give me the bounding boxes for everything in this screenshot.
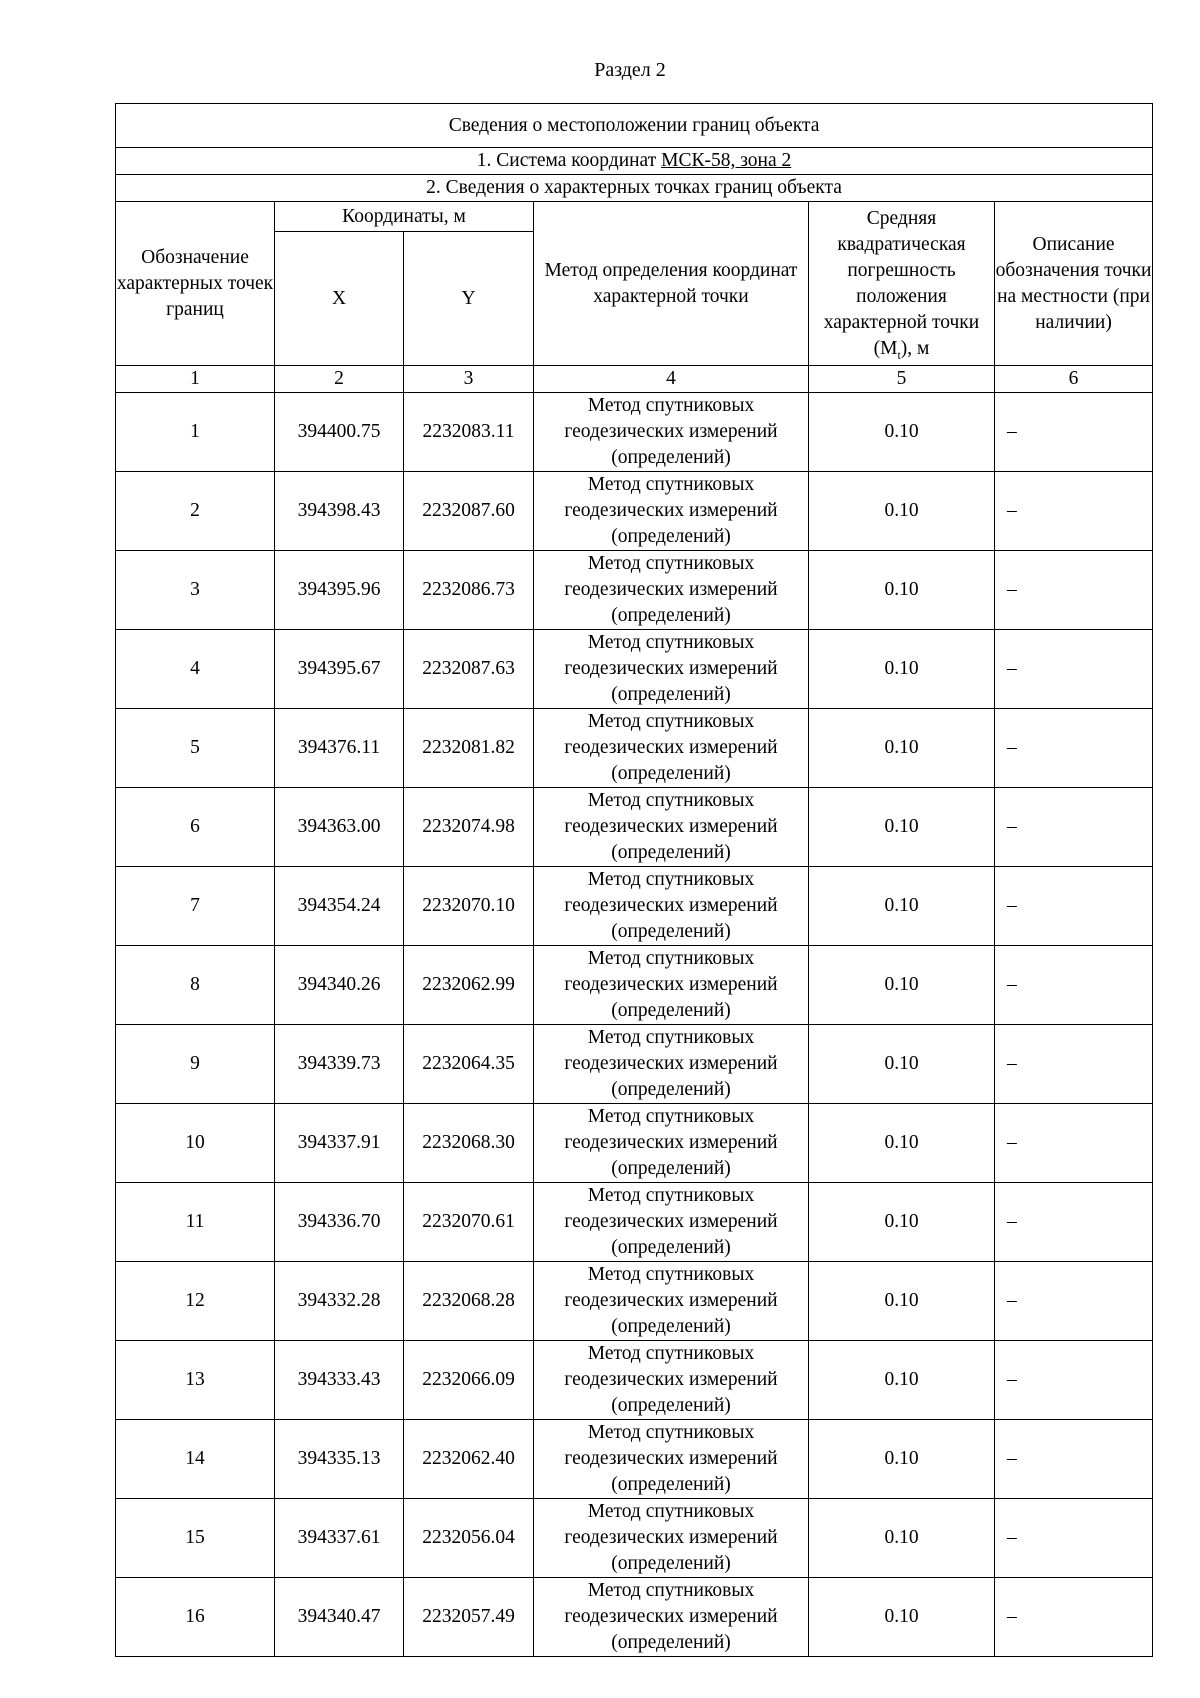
- error-value: 0.10: [809, 946, 995, 1025]
- method-line: (определений): [611, 605, 731, 626]
- method-line: (определений): [611, 1632, 731, 1653]
- method-cell: [534, 1183, 809, 1262]
- method-line: геодезических измерений: [564, 1369, 778, 1390]
- method-line: геодезических измерений: [564, 1606, 778, 1627]
- method-line: геодезических измерений: [564, 579, 778, 600]
- point-number: 7: [116, 867, 275, 946]
- point-number: 5: [116, 709, 275, 788]
- description-value: –: [995, 1262, 1153, 1341]
- column-number: 2: [275, 366, 404, 393]
- method-cell: [534, 1262, 809, 1341]
- method-line: (определений): [611, 763, 731, 784]
- method-line: геодезических измерений: [564, 737, 778, 758]
- point-number: 9: [116, 1025, 275, 1104]
- method-line: Метод спутниковых: [587, 553, 755, 574]
- header-error: [809, 202, 995, 366]
- method-line: геодезических измерений: [564, 1211, 778, 1232]
- method-line: (определений): [611, 1237, 731, 1258]
- method-line: Метод спутниковых: [587, 1580, 755, 1601]
- description-value: –: [995, 1578, 1153, 1657]
- error-value: 0.10: [809, 1262, 995, 1341]
- coordinate-y: 2232083.11: [404, 393, 534, 472]
- error-value: 0.10: [809, 1578, 995, 1657]
- coordinate-x: 394376.11: [275, 709, 404, 788]
- method-cell: [534, 709, 809, 788]
- table-row: [116, 393, 1153, 472]
- coordinate-x: 394340.47: [275, 1578, 404, 1657]
- header-method: Метод определения координат характерной точки: [534, 202, 809, 366]
- method-line: геодезических измерений: [564, 1448, 778, 1469]
- table-row: [116, 630, 1153, 709]
- coordinate-y: 2232086.73: [404, 551, 534, 630]
- method-line: (определений): [611, 1158, 731, 1179]
- coordinate-x: 394337.91: [275, 1104, 404, 1183]
- method-line: (определений): [611, 1000, 731, 1021]
- column-number: 6: [995, 366, 1153, 393]
- error-value: 0.10: [809, 709, 995, 788]
- point-number: 11: [116, 1183, 275, 1262]
- point-number: 6: [116, 788, 275, 867]
- method-cell: [534, 551, 809, 630]
- method-line: Метод спутниковых: [587, 632, 755, 653]
- description-value: –: [995, 551, 1153, 630]
- point-number: 1: [116, 393, 275, 472]
- method-line: геодезических измерений: [564, 974, 778, 995]
- table-row: [116, 551, 1153, 630]
- header-error-unit: ), м: [900, 337, 930, 359]
- point-number: 13: [116, 1341, 275, 1420]
- description-value: –: [995, 1104, 1153, 1183]
- table-row: [116, 1341, 1153, 1420]
- coordinate-y: 2232062.99: [404, 946, 534, 1025]
- coordinate-y: 2232070.10: [404, 867, 534, 946]
- method-line: (определений): [611, 842, 731, 863]
- method-line: геодезических измерений: [564, 1290, 778, 1311]
- coordinate-x: 394340.26: [275, 946, 404, 1025]
- method-line: (определений): [611, 1474, 731, 1495]
- column-numbers-row: [116, 366, 1153, 393]
- header-coordinates: Координаты, м: [275, 202, 534, 232]
- coordinate-y: 2232081.82: [404, 709, 534, 788]
- method-cell: [534, 1420, 809, 1499]
- method-line: геодезических измерений: [564, 500, 778, 521]
- column-number: 1: [116, 366, 275, 393]
- coordinate-x: 394335.13: [275, 1420, 404, 1499]
- description-value: –: [995, 1341, 1153, 1420]
- header-designation: Обозначение характерных точек границ: [116, 202, 275, 366]
- method-line: (определений): [611, 684, 731, 705]
- error-value: 0.10: [809, 1025, 995, 1104]
- method-cell: [534, 1341, 809, 1420]
- error-value: 0.10: [809, 867, 995, 946]
- table-row: [116, 788, 1153, 867]
- description-value: –: [995, 788, 1153, 867]
- description-value: –: [995, 1420, 1153, 1499]
- method-line: Метод спутниковых: [587, 1501, 755, 1522]
- method-line: геодезических измерений: [564, 816, 778, 837]
- method-line: Метод спутниковых: [587, 948, 755, 969]
- header-x: X: [275, 232, 404, 366]
- coordinate-y: 2232087.63: [404, 630, 534, 709]
- description-value: –: [995, 472, 1153, 551]
- method-cell: [534, 472, 809, 551]
- table-row: [116, 1578, 1153, 1657]
- table-row: [116, 472, 1153, 551]
- error-value: 0.10: [809, 1104, 995, 1183]
- method-line: геодезических измерений: [564, 895, 778, 916]
- header-error-subscript: t: [897, 347, 901, 362]
- method-line: (определений): [611, 921, 731, 942]
- coordinate-y: 2232074.98: [404, 788, 534, 867]
- column-number: 5: [809, 366, 995, 393]
- table-row: [116, 867, 1153, 946]
- coordinate-x: 394337.61: [275, 1499, 404, 1578]
- method-cell: [534, 1499, 809, 1578]
- method-line: Метод спутниковых: [587, 395, 755, 416]
- coordinate-x: 394354.24: [275, 867, 404, 946]
- coordinate-system-label: 1. Система координат: [476, 150, 662, 171]
- description-value: –: [995, 393, 1153, 472]
- point-number: 8: [116, 946, 275, 1025]
- coordinate-y: 2232068.28: [404, 1262, 534, 1341]
- coordinate-x: 394336.70: [275, 1183, 404, 1262]
- table-row: [116, 946, 1153, 1025]
- point-number: 4: [116, 630, 275, 709]
- column-number: 3: [404, 366, 534, 393]
- point-number: 15: [116, 1499, 275, 1578]
- method-line: Метод спутниковых: [587, 1343, 755, 1364]
- coordinate-y: 2232057.49: [404, 1578, 534, 1657]
- point-number: 2: [116, 472, 275, 551]
- description-value: –: [995, 1499, 1153, 1578]
- boundary-points-table: [115, 103, 1153, 1657]
- error-value: 0.10: [809, 1183, 995, 1262]
- method-line: (определений): [611, 447, 731, 468]
- error-value: 0.10: [809, 1499, 995, 1578]
- coordinate-y: 2232062.40: [404, 1420, 534, 1499]
- point-number: 16: [116, 1578, 275, 1657]
- table-row: [116, 1420, 1153, 1499]
- method-line: Метод спутниковых: [587, 1264, 755, 1285]
- description-value: –: [995, 630, 1153, 709]
- method-line: Метод спутниковых: [587, 1185, 755, 1206]
- table-row: [116, 1104, 1153, 1183]
- header-error-text: Средняя квадратическая погрешность положения характерной точки (M: [823, 207, 980, 359]
- description-value: –: [995, 709, 1153, 788]
- table-row: [116, 1183, 1153, 1262]
- method-cell: [534, 946, 809, 1025]
- point-number: 12: [116, 1262, 275, 1341]
- method-cell: [534, 1578, 809, 1657]
- error-value: 0.10: [809, 788, 995, 867]
- coordinate-x: 394398.43: [275, 472, 404, 551]
- method-cell: [534, 788, 809, 867]
- table-row: [116, 709, 1153, 788]
- table-row: [116, 1499, 1153, 1578]
- section-title: Раздел 2: [594, 59, 666, 81]
- coordinate-y: 2232087.60: [404, 472, 534, 551]
- method-line: Метод спутниковых: [587, 1422, 755, 1443]
- method-line: (определений): [611, 1395, 731, 1416]
- method-line: Метод спутниковых: [587, 790, 755, 811]
- error-value: 0.10: [809, 393, 995, 472]
- coordinate-x: 394332.28: [275, 1262, 404, 1341]
- description-value: –: [995, 1183, 1153, 1262]
- coordinate-x: 394395.67: [275, 630, 404, 709]
- method-line: геодезических измерений: [564, 1527, 778, 1548]
- method-line: геодезических измерений: [564, 1132, 778, 1153]
- coordinate-y: 2232068.30: [404, 1104, 534, 1183]
- point-number: 3: [116, 551, 275, 630]
- coordinate-y: 2232064.35: [404, 1025, 534, 1104]
- method-line: геодезических измерений: [564, 421, 778, 442]
- method-line: Метод спутниковых: [587, 869, 755, 890]
- coordinate-y: 2232070.61: [404, 1183, 534, 1262]
- method-line: геодезических измерений: [564, 658, 778, 679]
- method-line: (определений): [611, 1079, 731, 1100]
- error-value: 0.10: [809, 1420, 995, 1499]
- table-row: [116, 1262, 1153, 1341]
- coordinate-x: 394333.43: [275, 1341, 404, 1420]
- coordinate-system: [116, 148, 1153, 175]
- description-value: –: [995, 1025, 1153, 1104]
- coordinate-x: 394400.75: [275, 393, 404, 472]
- error-value: 0.10: [809, 472, 995, 551]
- method-line: Метод спутниковых: [587, 1106, 755, 1127]
- error-value: 0.10: [809, 630, 995, 709]
- coordinate-system-value: МСК-58, зона 2: [661, 150, 792, 171]
- coordinate-x: 394339.73: [275, 1025, 404, 1104]
- method-cell: [534, 630, 809, 709]
- header-y: Y: [404, 232, 534, 366]
- table-title: Сведения о местоположении границ объекта: [116, 104, 1153, 148]
- description-value: –: [995, 867, 1153, 946]
- point-number: 10: [116, 1104, 275, 1183]
- points-info-heading: 2. Сведения о характерных точках границ объекта: [116, 175, 1153, 202]
- error-value: 0.10: [809, 551, 995, 630]
- method-cell: [534, 393, 809, 472]
- method-cell: [534, 867, 809, 946]
- method-cell: [534, 1025, 809, 1104]
- point-number: 14: [116, 1420, 275, 1499]
- method-line: (определений): [611, 1316, 731, 1337]
- method-line: Метод спутниковых: [587, 474, 755, 495]
- description-value: –: [995, 946, 1153, 1025]
- coordinate-y: 2232056.04: [404, 1499, 534, 1578]
- table-row: [116, 1025, 1153, 1104]
- method-line: (определений): [611, 526, 731, 547]
- method-line: (определений): [611, 1553, 731, 1574]
- method-cell: [534, 1104, 809, 1183]
- method-line: геодезических измерений: [564, 1053, 778, 1074]
- header-description: Описание обозначения точки на местности (при наличии): [995, 202, 1153, 366]
- coordinate-y: 2232066.09: [404, 1341, 534, 1420]
- coordinate-x: 394395.96: [275, 551, 404, 630]
- error-value: 0.10: [809, 1341, 995, 1420]
- method-line: Метод спутниковых: [587, 711, 755, 732]
- method-line: Метод спутниковых: [587, 1027, 755, 1048]
- column-number: 4: [534, 366, 809, 393]
- coordinate-x: 394363.00: [275, 788, 404, 867]
